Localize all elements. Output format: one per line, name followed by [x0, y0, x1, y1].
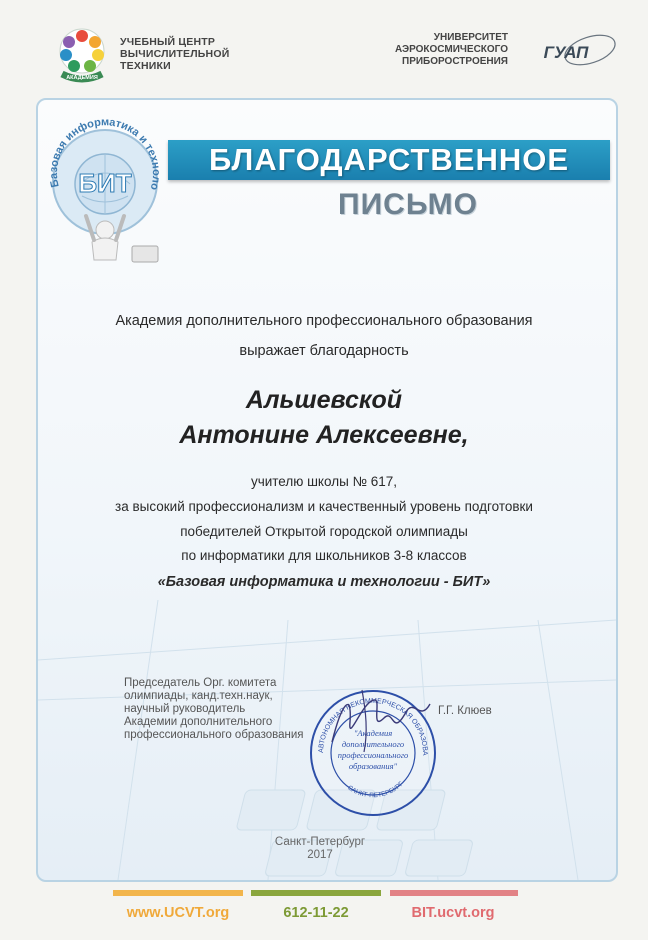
chairman-title-line: Академии дополнительного: [124, 716, 273, 728]
body-line: учителю школы № 617,: [250, 474, 398, 489]
guap-name-line: ПРИБОРОСТРОЕНИЯ: [402, 56, 508, 67]
signer-name: Г.Г. Клюев: [438, 705, 492, 717]
footer-bar-green: [251, 890, 381, 896]
ucvt-logo-text: АКАДЕМИЯ: [66, 75, 98, 81]
bit-ring-text: Базовая информатика и техноло: [47, 116, 163, 192]
chairman-title-line: Председатель Орг. комитета: [124, 677, 277, 689]
guap-name-line: АЭРОКОСМИЧЕСКОГО: [394, 44, 508, 55]
place-year: 2017: [307, 849, 333, 861]
letter-title: БЛАГОДАРСТВЕННОЕ: [208, 142, 570, 177]
ucvt-name-line: ТЕХНИКИ: [120, 60, 171, 72]
footer-website-ucvt[interactable]: www.UCVT.org: [126, 905, 230, 921]
bit-logo: [42, 112, 168, 272]
chairman-title-line: олимпиады, канд.техн.наук,: [124, 690, 273, 702]
ucvt-name: [120, 36, 229, 72]
academy-line: Академия дополнительного профессионального образования: [115, 313, 533, 329]
footer-website-bit[interactable]: BIT.ucvt.org: [411, 905, 495, 921]
olympiad-name: «Базовая информатика и технологии - БИТ»: [157, 574, 491, 590]
footer-bar-red: [390, 890, 518, 896]
bit-label: БИТ: [78, 168, 132, 198]
guap-name-line: УНИВЕРСИТЕТ: [433, 32, 508, 43]
recipient-surname: Альшевской: [245, 386, 403, 414]
ucvt-header: [52, 24, 229, 84]
chairman-title-line: профессионального образования: [124, 729, 304, 741]
ucvt-name-line: ВЫЧИСЛИТЕЛЬНОЙ: [120, 48, 230, 60]
recipient-given-name: Антонине Алексеевне,: [179, 421, 469, 449]
handwritten-signature: [322, 682, 438, 756]
place-city: Санкт-Петербург: [274, 836, 366, 848]
guap-logo-text: ГУАП: [543, 43, 589, 62]
guap-header: [395, 32, 618, 68]
stamp-ring-text: АВТОНОМНАЯ НЕКОММЕРЧЕСКАЯ ОБРАЗОВА: [317, 697, 429, 755]
guap-name: [395, 32, 508, 68]
body-line: за высокий профессионализм и качественный уровень подготовки: [115, 499, 533, 514]
footer-phone: 612-11-22: [283, 905, 349, 921]
ucvt-name-line: УЧЕБНЫЙ ЦЕНТР: [120, 36, 216, 48]
body-line: победителей Открытой городской олимпиады: [180, 524, 468, 539]
stamp-center-line: "Академия: [353, 728, 393, 738]
stamp-city: САНКТ-ПЕТЕРБУРГ: [346, 780, 405, 800]
guap-logo: [518, 33, 618, 67]
stamp-center-line: дополнительного: [341, 739, 405, 749]
body-line: по информатики для школьников 3-8 классов: [181, 548, 467, 563]
letter-subtitle: ПИСЬМО: [338, 188, 478, 221]
stamp-center-line: образования": [348, 761, 398, 771]
gratitude-line: выражает благодарность: [239, 343, 409, 359]
stamp-center-line: профессионального: [337, 750, 409, 760]
ucvt-logo: [52, 24, 112, 84]
chairman-title-line: научный руководитель: [124, 703, 246, 715]
footer-bar-orange: [113, 890, 243, 896]
